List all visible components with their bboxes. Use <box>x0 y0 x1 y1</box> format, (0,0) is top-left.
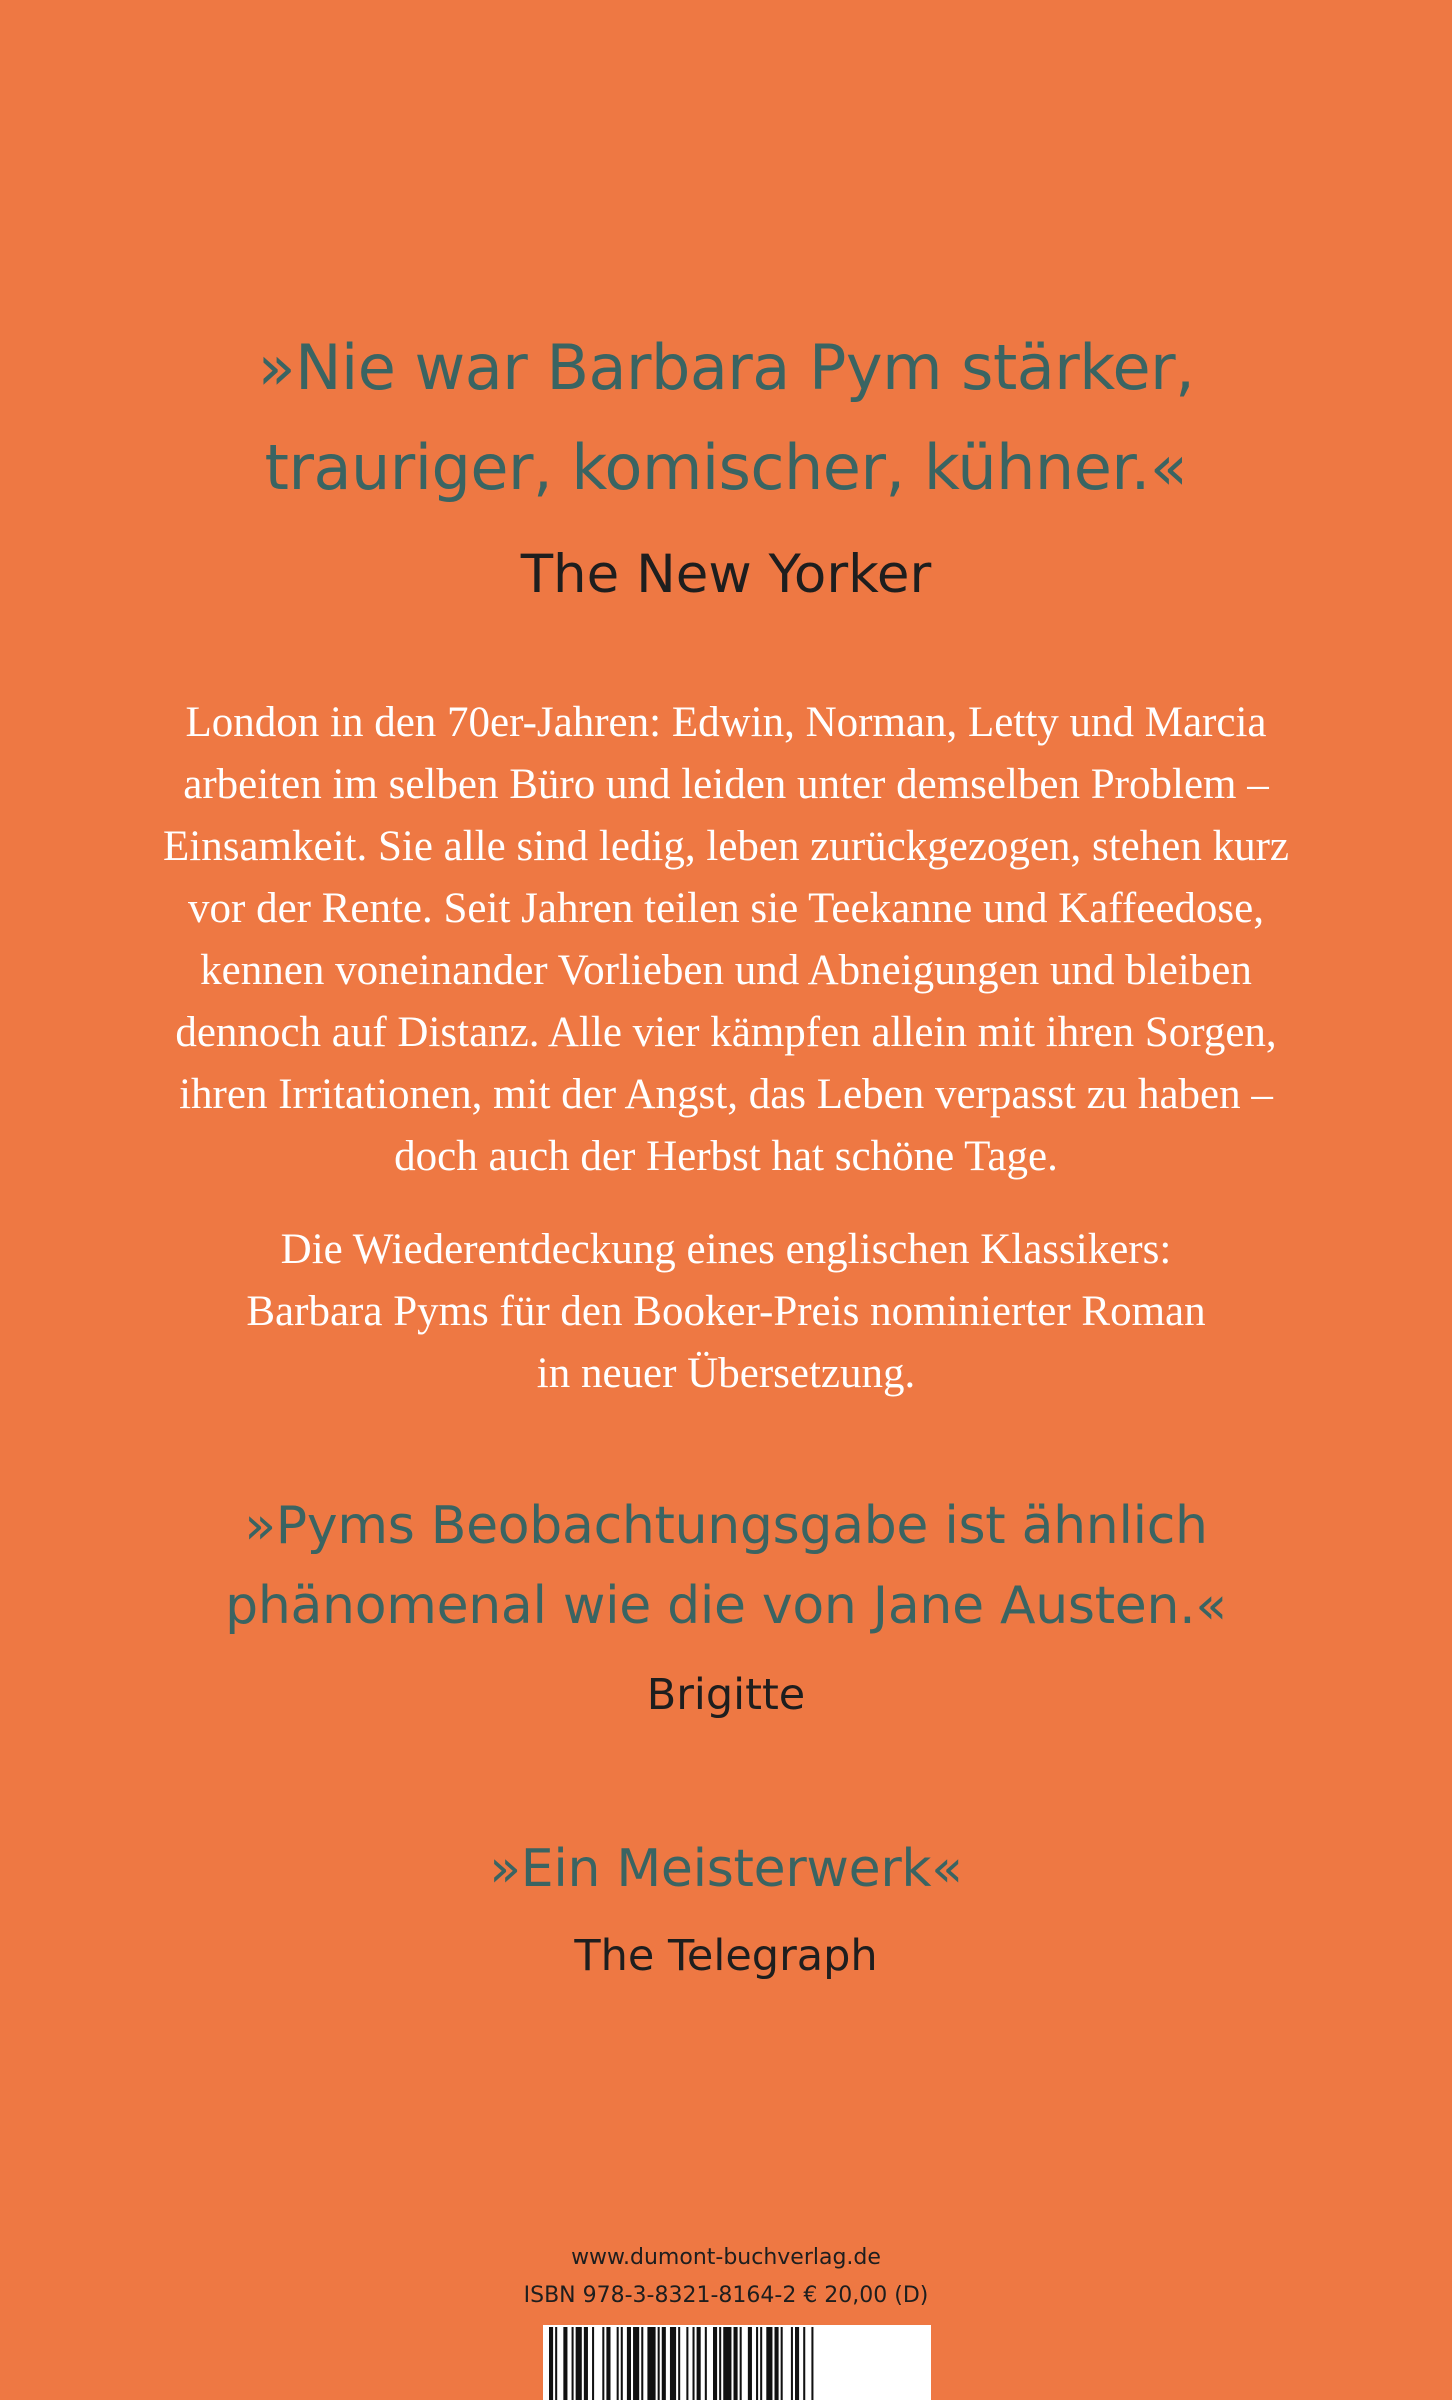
barcode-bar <box>756 2327 758 2400</box>
barcode-bar <box>549 2327 553 2400</box>
barcode-bar <box>627 2327 631 2400</box>
blurb-line: Barbara Pyms für den Booker-Preis nominierter Roman <box>246 1288 1206 1335</box>
barcode-bar <box>617 2327 619 2400</box>
barcode-bar <box>563 2327 567 2400</box>
blurb-line: London in den 70er-Jahren: Edwin, Norman, Letty und Marcia <box>185 699 1267 746</box>
blurb-line: Die Wiederentdeckung eines englischen Klassikers: <box>280 1226 1172 1273</box>
quote-source-telegraph: The Telegraph <box>574 1931 878 1981</box>
blurb-line: doch auch der Herbst hat schöne Tage. <box>394 1133 1058 1180</box>
barcode-bar <box>775 2327 779 2400</box>
barcode-bar <box>705 2327 707 2400</box>
blurb-line: in neuer Übersetzung. <box>536 1350 916 1397</box>
barcode-bar <box>686 2327 688 2400</box>
quote-line: »Ein Meisterwerk« <box>489 1839 963 1899</box>
barcode-bars <box>543 2325 931 2400</box>
barcode-bar <box>572 2327 574 2400</box>
review-quote-new-yorker <box>0 318 1452 518</box>
barcode-bar <box>760 2327 762 2400</box>
blurb-line: Einsamkeit. Sie alle sind ledig, leben zurückgezogen, stehen kurz <box>163 823 1289 870</box>
barcode-bar <box>606 2327 610 2400</box>
barcode-bar <box>766 2327 772 2400</box>
barcode-bar <box>670 2327 676 2400</box>
barcode-bar <box>791 2327 793 2400</box>
quote-line: »Pyms Beobachtungsgabe ist ähnlich <box>244 1496 1208 1556</box>
barcode-bar <box>719 2327 721 2400</box>
blurb-paragraph-1 <box>0 692 1452 1188</box>
barcode-bar <box>740 2327 742 2400</box>
barcode-bar <box>678 2327 680 2400</box>
barcode-bar <box>584 2327 588 2400</box>
barcode-bar <box>641 2327 643 2400</box>
quote-source-brigitte: Brigitte <box>646 1670 806 1720</box>
barcode <box>543 2325 931 2400</box>
barcode-bar <box>633 2327 639 2400</box>
barcode-bar <box>803 2327 805 2400</box>
review-quote-telegraph <box>0 1831 1452 1907</box>
isbn-price: ISBN 978-3-8321-8164-2 € 20,00 (D) <box>523 2283 929 2308</box>
barcode-bar <box>713 2327 717 2400</box>
barcode-bar <box>734 2327 738 2400</box>
barcode-bar <box>781 2327 783 2400</box>
barcode-bar <box>576 2327 582 2400</box>
blurb-line: vor der Rente. Seit Jahren teilen sie Teekanne und Kaffeedose, <box>188 885 1264 932</box>
barcode-bar <box>811 2327 813 2400</box>
barcode-bar <box>658 2327 660 2400</box>
blurb-line: ihren Irritationen, mit der Angst, das Leben verpasst zu haben – <box>179 1071 1273 1118</box>
quote-line: phänomenal wie die von Jane Austen.« <box>225 1576 1227 1636</box>
barcode-bar <box>662 2327 666 2400</box>
barcode-bar <box>647 2327 655 2400</box>
quote-line: trauriger, komischer, kühner.« <box>264 431 1188 504</box>
publisher-url: www.dumont-buchverlag.de <box>571 2245 881 2270</box>
barcode-bar <box>592 2327 594 2400</box>
barcode-bar <box>723 2327 731 2400</box>
barcode-bar <box>693 2327 695 2400</box>
blurb-paragraph-2 <box>0 1219 1452 1405</box>
blurb-line: dennoch auf Distanz. Alle vier kämpfen allein mit ihren Sorgen, <box>175 1009 1277 1056</box>
barcode-bar <box>555 2327 557 2400</box>
barcode-bar <box>621 2327 623 2400</box>
review-quote-brigitte <box>0 1486 1452 1646</box>
barcode-bar <box>748 2327 752 2400</box>
barcode-bar <box>602 2327 604 2400</box>
quote-line: »Nie war Barbara Pym stärker, <box>257 331 1195 404</box>
blurb-line: arbeiten im selben Büro und leiden unter demselben Problem – <box>183 761 1269 808</box>
quote-source-new-yorker: The New Yorker <box>520 544 932 605</box>
barcode-bar <box>697 2327 701 2400</box>
barcode-bar <box>795 2327 799 2400</box>
blurb-line: kennen voneinander Vorlieben und Abneigungen und bleiben <box>200 947 1252 994</box>
